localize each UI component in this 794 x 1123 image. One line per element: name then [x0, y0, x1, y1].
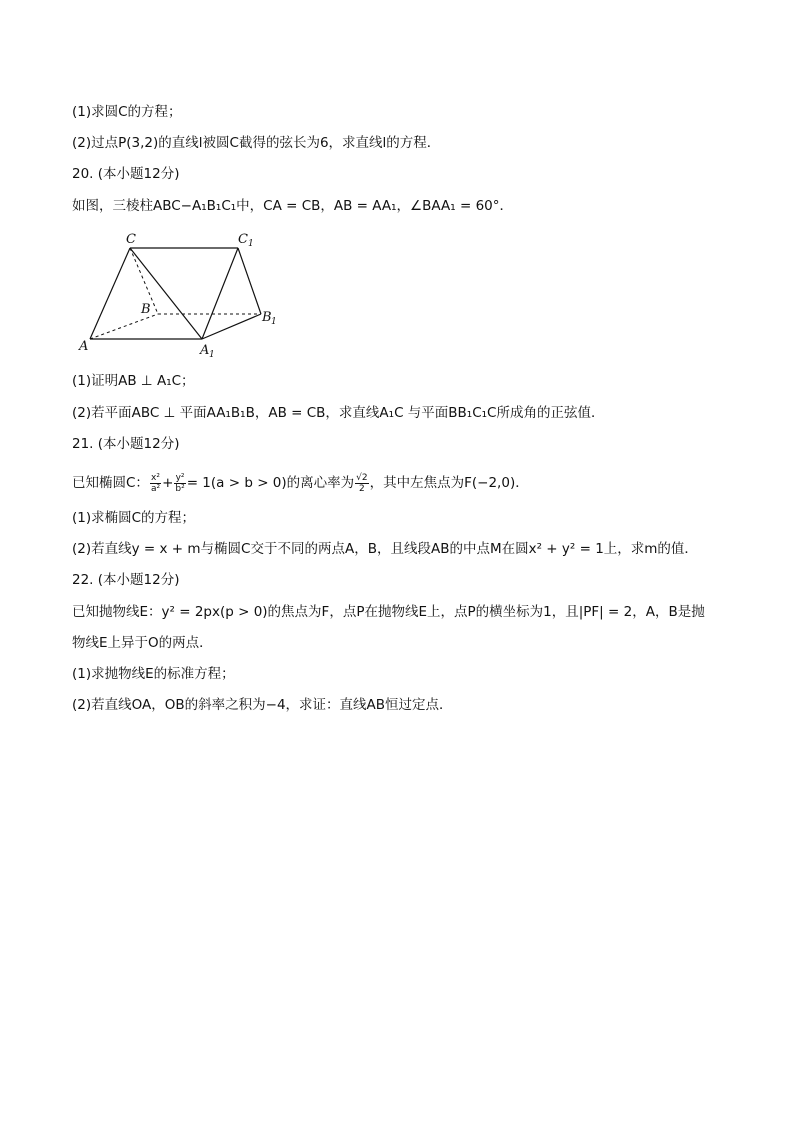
- q22-stem-line2: 物线E上异于O的两点．: [72, 635, 213, 651]
- q19-part1: (1)求圆C的方程；: [72, 104, 182, 120]
- q22-part1: (1)求抛物线E的标准方程；: [72, 666, 235, 682]
- q21-stem: [72, 470, 529, 496]
- frac-x2-a2: $\frac{\text{x²}}{\text{a²}}$: [150, 472, 161, 494]
- q21-part2: (2)若直线y = x + m与椭圆C交于不同的两点A，B，且线段AB的中点M在圆x² + y² = 1上，求m的值．: [72, 541, 698, 557]
- label-A: A: [79, 339, 89, 354]
- edge-C1A1: [202, 248, 238, 339]
- q21-stem-pre: 已知椭圆C：: [72, 475, 149, 491]
- q21-part1: (1)求椭圆C的方程；: [72, 510, 196, 526]
- label-B1-sub: 1: [271, 317, 277, 327]
- frac-sqrt2-2: $\frac{√2}{2}$: [356, 472, 368, 494]
- label-B: B: [141, 302, 151, 317]
- q22-stem-line1: 已知抛物线E：y² = 2px(p > 0)的焦点为F，点P在抛物线E上，点P的横坐标为1，且|PF| = 2，A，B是抛: [72, 604, 705, 620]
- q21-header: 21. (本小题12分): [72, 436, 180, 452]
- q21-stem-mid: = 1(a > b > 0)的离心率为: [186, 475, 355, 491]
- q22-part2: (2)若直线OA，OB的斜率之积为−4，求证：直线AB恒过定点．: [72, 697, 453, 713]
- q20-header: 20. (本小题12分): [72, 166, 180, 182]
- q19-part2: (2)过点P(3,2)的直线l被圆C截得的弦长为6，求直线l的方程．: [72, 135, 441, 151]
- label-C: C: [126, 232, 136, 247]
- label-B1: B: [262, 310, 272, 325]
- q22-header: 22. (本小题12分): [72, 572, 180, 588]
- frac-y2-b2: $\frac{\text{y²}}{\text{b²}}$: [175, 472, 185, 494]
- label-C1: C: [238, 232, 248, 247]
- q20-part1: (1)证明AB ⊥ A₁C；: [72, 373, 195, 389]
- q20-part2: (2)若平面ABC ⊥ 平面AA₁B₁B，AB = CB，求直线A₁C 与平面BB₁C₁C所成角的正弦值．: [72, 405, 605, 421]
- label-A1-sub: 1: [209, 350, 215, 360]
- edge-CA: [90, 248, 130, 339]
- prism-figure: [72, 225, 292, 360]
- edge-C1B1: [238, 248, 261, 314]
- plus-sign: +: [162, 475, 174, 491]
- label-A1: A: [200, 343, 210, 358]
- q20-stem: 如图，三棱柱ABC−A₁B₁C₁中，CA = CB，AB = AA₁，∠BAA₁ = 60°．: [72, 198, 513, 214]
- edge-AB: [90, 314, 158, 339]
- edge-CA1: [130, 248, 202, 339]
- label-C1-sub: 1: [248, 239, 254, 249]
- q21-stem-post: ，其中左焦点为F(−2,0)．: [369, 475, 529, 491]
